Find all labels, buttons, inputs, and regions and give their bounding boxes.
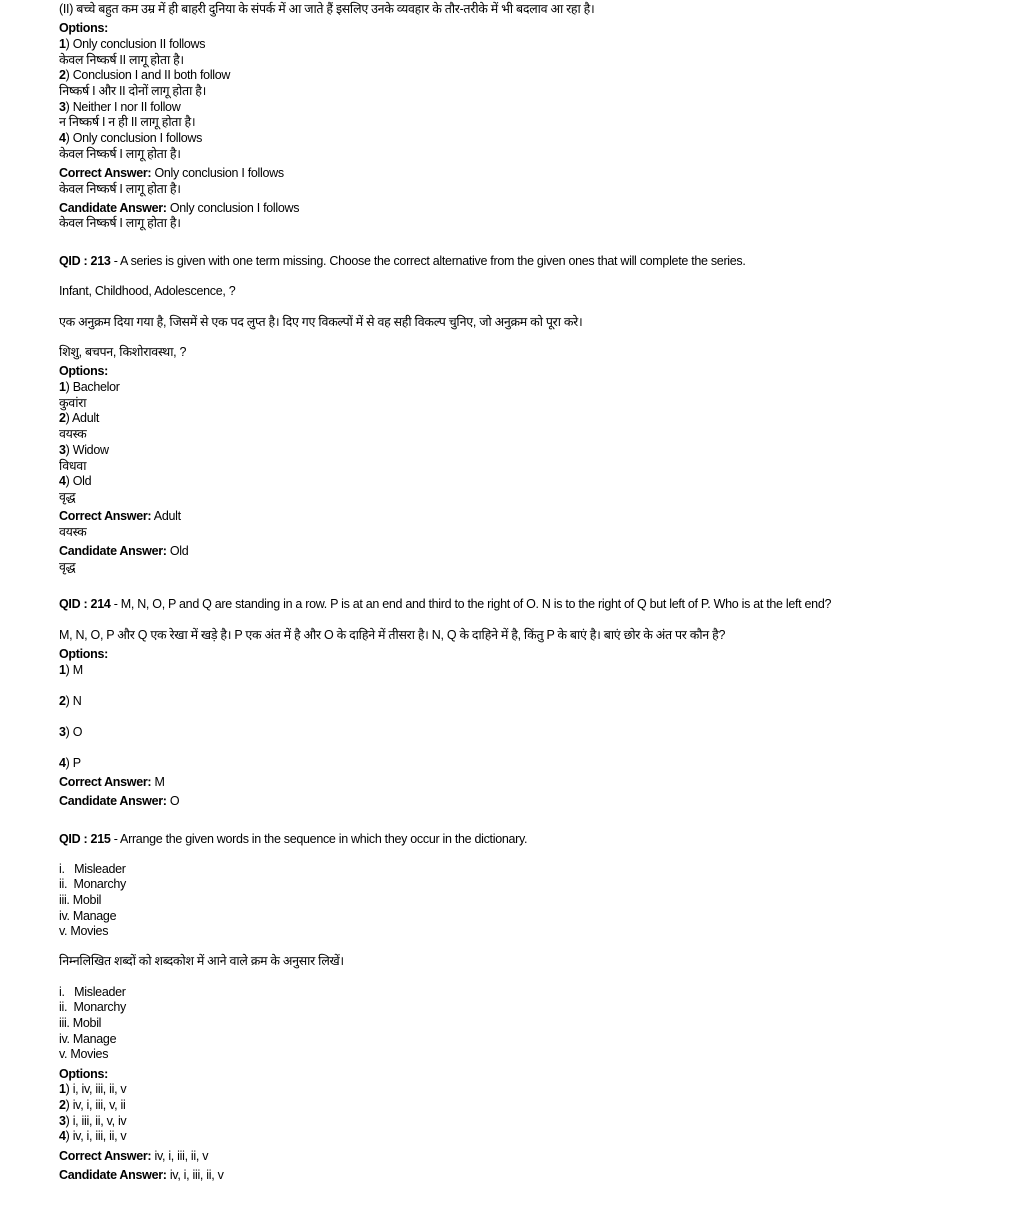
option-4: 4) iv, i, iii, ii, v [59, 1129, 127, 1144]
correct-answer: Correct Answer: Adult [59, 509, 181, 524]
option-3-hindi: न निष्कर्ष I न ही II लागू होता है। [59, 115, 196, 130]
candidate-answer: Candidate Answer: Only conclusion I follows [59, 200, 300, 215]
series-english: Infant, Childhood, Adolescence, ? [59, 283, 236, 298]
option-3: 3) O [59, 724, 83, 739]
option-3: 3) i, iii, ii, v, iv [59, 1113, 127, 1128]
option-3: 3) Neither I nor II follow [59, 99, 181, 114]
word-item: iii. Mobil [59, 1016, 102, 1031]
option-4: 4) P [59, 755, 81, 770]
candidate-answer: Candidate Answer: iv, i, iii, ii, v [59, 1167, 224, 1182]
correct-answer: Correct Answer: Only conclusion I follows [59, 165, 284, 180]
question-hindi: M, N, O, P और Q एक रेखा में खड़े है। P एक अंत में है और O के दाहिने में तीसरा है। N, Q के दाहिने में है, किंतु P के बाएं है। बाएं छोर के अंत पर कौन है? [59, 628, 726, 642]
question-paper-page [59, 2, 1009, 1183]
options-label: Options: [59, 1066, 108, 1081]
correct-answer: Correct Answer: M [59, 775, 165, 790]
option-3-hindi: विधवा [59, 458, 87, 473]
candidate-answer-hindi: केवल निष्कर्ष I लागू होता है। [59, 216, 181, 231]
question-hindi: एक अनुक्रम दिया गया है, जिसमें से एक पद लुप्त है। दिए गए विकल्पों में से वह सही विकल्प चुनिए, जो अनुक्रम को पूरा करे। [59, 314, 583, 329]
candidate-answer-hindi: वृद्ध [59, 559, 76, 574]
option-4: 4) Only conclusion I follows [59, 131, 203, 145]
option-1: 1) Only conclusion II follows [59, 36, 206, 51]
word-item: i. Misleader [59, 861, 126, 876]
option-1-hindi: कुवांरा [59, 395, 87, 410]
option-3: 3) Widow [59, 442, 109, 457]
question-prev [59, 2, 1009, 232]
option-4: 4) Old [59, 474, 92, 489]
option-1: 1) M [59, 662, 83, 677]
option-4-hindi: वृद्ध [59, 489, 76, 504]
candidate-answer: Candidate Answer: Old [59, 543, 189, 558]
question-213 [59, 254, 1009, 575]
option-1: 1) Bachelor [59, 380, 120, 395]
word-item: ii. Monarchy [59, 877, 126, 892]
correct-answer: Correct Answer: iv, i, iii, ii, v [59, 1148, 209, 1163]
word-item: v. Movies [59, 924, 109, 939]
option-1-hindi: केवल निष्कर्ष II लागू होता है। [59, 52, 184, 67]
option-4-hindi: केवल निष्कर्ष I लागू होता है। [59, 146, 181, 161]
option-2-hindi: निष्कर्ष I और II दोनों लागू होता है। [59, 83, 207, 98]
correct-answer-hindi: वयस्क [59, 524, 87, 539]
option-2: 2) Adult [59, 411, 99, 426]
word-item: ii. Monarchy [59, 1000, 126, 1015]
options-label: Options: [59, 21, 108, 36]
option-2: 2) Conclusion I and II both follow [59, 68, 231, 83]
question-hindi: निम्नलिखित शब्दों को शब्दकोश में आने वाले क्रम के अनुसार लिखें। [59, 954, 344, 969]
question-215 [59, 832, 1009, 1184]
statement-ii: (II) बच्चे बहुत कम उम्र में ही बाहरी दुनिया के संपर्क में आ जाते हैं इसलिए उनके व्यवहार के तौर-तरीके में भी बदलाव आ रहा है। [59, 2, 595, 16]
question-header: QID : 215 - Arrange the given words in the sequence in which they occur in the dictionary. [59, 831, 528, 846]
option-2: 2) N [59, 693, 82, 708]
options-label: Options: [59, 647, 108, 662]
question-header: QID : 213 - A series is given with one term missing. Choose the correct alternative from the given ones that will complete the series. [59, 254, 746, 269]
series-hindi: शिशु, बचपन, किशोरावस्था, ? [59, 345, 187, 360]
word-item: iv. Manage [59, 908, 117, 923]
option-2: 2) iv, i, iii, v, ii [59, 1098, 126, 1113]
option-1: 1) i, iv, iii, ii, v [59, 1082, 127, 1097]
word-item: iii. Mobil [59, 892, 102, 907]
correct-answer-hindi: केवल निष्कर्ष I लागू होता है। [59, 181, 181, 196]
option-2-hindi: वयस्क [59, 427, 87, 442]
question-214 [59, 597, 1009, 810]
word-item: iv. Manage [59, 1031, 117, 1046]
word-list-hindi [59, 985, 1009, 1063]
question-header: QID : 214 - M, N, O, P and Q are standing in a row. P is at an end and third to the right of O. N is to the right of Q but left of P. Who is at the left end? [59, 597, 832, 612]
candidate-answer: Candidate Answer: O [59, 794, 180, 809]
options-label: Options: [59, 364, 108, 379]
word-item: i. Misleader [59, 984, 126, 999]
word-item: v. Movies [59, 1047, 109, 1062]
word-list-english [59, 862, 1009, 940]
